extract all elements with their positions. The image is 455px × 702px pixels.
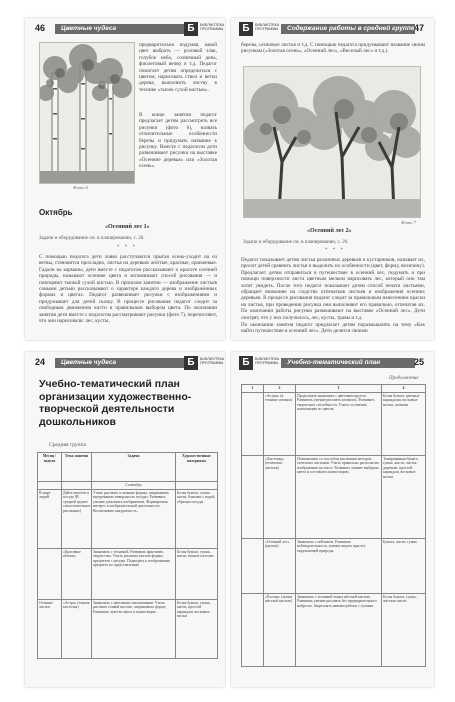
table-cell: «Красивые яблоки» bbox=[62, 548, 92, 599]
table-cell: Учить рисовать основные формы, закрашивать внутреннюю поверхность посуды. Развивать умение дополнять изображение. Формировать интерес к изобразительной деятельности. Воспитывать аккуратность. bbox=[92, 489, 176, 548]
page-25 bbox=[231, 352, 434, 687]
column-number: 3 bbox=[296, 385, 382, 393]
logo-text: БИБЛИОТЕКА ПРОГРАММЫ bbox=[255, 357, 280, 365]
table-cell bbox=[38, 482, 62, 490]
table-cell: Знакомить с техникой. Развивать фантазию, творчество. Учить рисовать кистью формы предметов с натуры. Подводить к изображению предмета по представлению. bbox=[92, 548, 176, 599]
table-cell bbox=[38, 548, 62, 599]
logo-text: БИБЛИОТЕКА ПРОГРАММЫ bbox=[200, 23, 225, 31]
tasks-reference: Задачи и оборудование см. в планировании, с. 26. bbox=[243, 240, 349, 245]
body-text-end: По окончании занятия педагог предлагает детям поразмышлять на тему «Как найти путешествие в осенний лес». Дети делятся своими bbox=[241, 322, 425, 335]
table-cell: Осенние листья bbox=[38, 599, 62, 658]
photo-7 bbox=[243, 66, 421, 218]
table-cell: Продолжать знакомить с цветовым кругом. Развивать умение рисовать штампом. Развивать творческие способности. Учить составлять композицию из цветов. bbox=[296, 392, 382, 455]
table-cell: Сентябрь bbox=[92, 482, 176, 490]
logo-icon: Б bbox=[239, 22, 253, 36]
logo-icon: Б bbox=[239, 356, 253, 370]
table-cell bbox=[242, 538, 264, 593]
header-band: Цветные чудеса bbox=[55, 24, 187, 34]
autumn-forest-painting-image bbox=[244, 67, 420, 217]
table-cell: Белая бумага, гуашь, кисти, простой карандаш, восковые мелки bbox=[176, 599, 218, 658]
table-row bbox=[38, 599, 218, 658]
table-cell: «Осенний лес» (краски) bbox=[264, 538, 296, 593]
photo-caption: Фото 6 bbox=[73, 185, 88, 190]
body-text-mid: В конце занятия педагог предлагает детям рассмотреть все рисунки (фото 6), назвать отличительные особенности березы и придумать название к рисунку. Вместе с педагогом дети развешивают рисунки на выставке «Осенние деревья» или «Золотая осень». bbox=[139, 112, 217, 170]
birch-painting-image bbox=[40, 43, 134, 183]
column-header: Тема занятия bbox=[62, 453, 92, 482]
tasks-reference: Задачи и оборудование см. в планировании, с. 26. bbox=[39, 236, 145, 241]
table-row bbox=[242, 392, 426, 455]
page-header bbox=[25, 352, 225, 374]
table-cell bbox=[242, 455, 264, 538]
table-cell: Тонированная бумага, гуашь, кисти, листья деревьев, простой карандаш, восковые мелки bbox=[382, 455, 426, 538]
table-row bbox=[38, 489, 218, 548]
table-cell: Познакомить со способом рисования методом отпечатка листьями. Учить правильно располагать изображение на листе. Развивать умение выбирать цвета и составлять композицию. bbox=[296, 455, 382, 538]
plan-table bbox=[37, 452, 218, 659]
table-cell bbox=[62, 482, 92, 490]
table-cell: Знакомить с пейзажем. Развивать наблюдательность, умение видеть красоту окружающей природы. bbox=[296, 538, 382, 593]
lesson-title: «Осенний лес 1» bbox=[105, 224, 150, 230]
table-cell bbox=[242, 392, 264, 455]
table-row bbox=[242, 593, 426, 666]
body-text-top: березы, осиновое листья и т.д. С помощью педагога придумывают название своим рисункам («Золотая осень», «Осенний лес», «Веселый лес» и т.д.). bbox=[241, 42, 425, 55]
continuation-label: Продолжение bbox=[389, 376, 419, 381]
section-divider: * * * bbox=[325, 248, 345, 253]
page-number: 25 bbox=[414, 357, 425, 367]
page-header bbox=[231, 18, 434, 40]
table-cell: Белая бумага, гуашь, кисти, ватные палочки bbox=[176, 548, 218, 599]
logo-text: БИБЛИОТЕКА ПРОГРАММЫ bbox=[200, 357, 225, 365]
header-band: Содержание работы в средней группе bbox=[281, 24, 415, 34]
photo-6 bbox=[39, 42, 135, 184]
column-number: 1 bbox=[242, 385, 264, 393]
photo-caption: Фото 7 bbox=[401, 220, 416, 225]
logo-text: БИБЛИОТЕКА ПРОГРАММЫ bbox=[255, 23, 280, 31]
body-text-bottom: Педагог показывает детям листья различных деревьев и кустарников, называет их, просит детей сравнить листья и выделить их особенности (цвет, форму, величину). Предлагает детям отправиться в путешествие в осенний лес, подумать и при помощи поверхности листа цветным мелком нарисовать лес, который они там хотят увидеть. После того педагог показывает детям способ печати листьями, обращает внимание на сходство отпечатков листьев и изображения осенних деревьев. В процессе рисования педагог следит за правильным нанесением краски на листья, при проведении рисунка они выполняют его правильно, отпечатав их. По окончании работы рисунки развешивают на выставке «Осенний лес». Дети смотрят, что у них получилось, лес, кусты, травы и т.д. bbox=[241, 257, 425, 321]
table-cell: Бумага, кисти, гуашь bbox=[382, 538, 426, 593]
section-divider: * * * bbox=[117, 245, 137, 250]
plan-title: Учебно-тематический план организации художественно-творческой деятельности дошкольников bbox=[39, 378, 192, 428]
column-number: 4 bbox=[382, 385, 426, 393]
table-cell: Белая бумага, гуашь, кисти, баночки с водой, образцы посуды bbox=[176, 489, 218, 548]
page-header bbox=[231, 352, 434, 374]
month-heading: Октябрь bbox=[39, 208, 73, 217]
page-number: 46 bbox=[35, 23, 46, 33]
table-cell: «Листопад» (отпечатки листьев) bbox=[264, 455, 296, 538]
page-header bbox=[25, 18, 225, 40]
body-text-bottom: С помощью педагога дети ловко расступаются прыгая осень-уходит на из ветвы, становится прохладно, листья на деревьях жёлтые, красные, оранжевые. Гадали на карманы, дети вместе с педагогом рассказывают о красоте осенней природы, называют осенние цвета и вспоминают способ рисования — и повторяют тычкой сухой кистью. В прошлом занятии — изображение листьев самыми детьми рассказывают о характере каждого дерева и изображённых формах и цветах. Педагог развешивает рисунки с изображениями и придумывает для детей сказку. В процессе рисования педагог следит за свободным движением кисти и правильным выбором цвета. По окончании занятия дети вместе с педагогом рассматривают рисунки (фото 7), перечисляют, что они нарисовали: лес, кусты, bbox=[39, 254, 217, 325]
body-text-top: предварительно подумав, какой цвет выбрать — розовый злак, голубое небо, солнечный день, фиолетовый вечер и т.д. Педагог помогает детям определиться с цветом, нарисовать ствол и ветки дерева, выполнить листву в технике «тычок сухой кистью». bbox=[139, 42, 217, 93]
table-cell: «Астры» (в технике штампа) bbox=[264, 392, 296, 455]
plan-table-continued bbox=[241, 384, 426, 667]
table-cell bbox=[176, 482, 218, 490]
logo-icon: Б bbox=[184, 22, 198, 36]
table-row bbox=[242, 455, 426, 538]
logo-icon: Б bbox=[184, 356, 198, 370]
table-row bbox=[242, 538, 426, 593]
column-number: 2 bbox=[264, 385, 296, 393]
table-cell bbox=[242, 593, 264, 666]
column-header: Художественные материалы bbox=[176, 453, 218, 482]
table-cell: Знакомить с цветными отношениями. Учить рисовать тонкой кистью, закрашивать форму. Развивать чувство цвета и композиции. bbox=[92, 599, 176, 658]
table-row bbox=[38, 548, 218, 599]
page-47 bbox=[231, 18, 434, 340]
table-cell: Белая бумага, цветные карандаши, восковые мелки, штампы bbox=[382, 392, 426, 455]
column-header: Месяц / неделя bbox=[38, 453, 62, 482]
table-cell: «Ёлочка» (тычок жёсткой кистью) bbox=[264, 593, 296, 666]
table-cell: Белая бумага, гуашь, жёсткие кисти bbox=[382, 593, 426, 666]
table-cell: Знакомить с техникой тычка жёсткой кистью. Развивать умение рисовать без предварительного наброска. Закреплять навыки работы с гуашью. bbox=[296, 593, 382, 666]
table-cell: В мире людей bbox=[38, 489, 62, 548]
page-24 bbox=[25, 352, 225, 687]
table-header-row bbox=[38, 453, 218, 482]
lesson-title: «Осенний лес 2» bbox=[307, 228, 352, 234]
page-number: 47 bbox=[414, 23, 425, 33]
group-label: Средняя группа bbox=[49, 442, 86, 448]
table-cell: «Астра» (тонкая кисточка) bbox=[62, 599, 92, 658]
header-band: Учебно-тематический план bbox=[281, 358, 415, 368]
table-header-row bbox=[242, 385, 426, 393]
table-cell: Дайте аппетит к посуде (В средней группе самостоятельное рисование) bbox=[62, 489, 92, 548]
table-row bbox=[38, 482, 218, 490]
column-header: Задачи bbox=[92, 453, 176, 482]
page-number: 24 bbox=[35, 357, 46, 367]
page-46 bbox=[25, 18, 225, 340]
header-band: Цветные чудеса bbox=[55, 358, 187, 368]
